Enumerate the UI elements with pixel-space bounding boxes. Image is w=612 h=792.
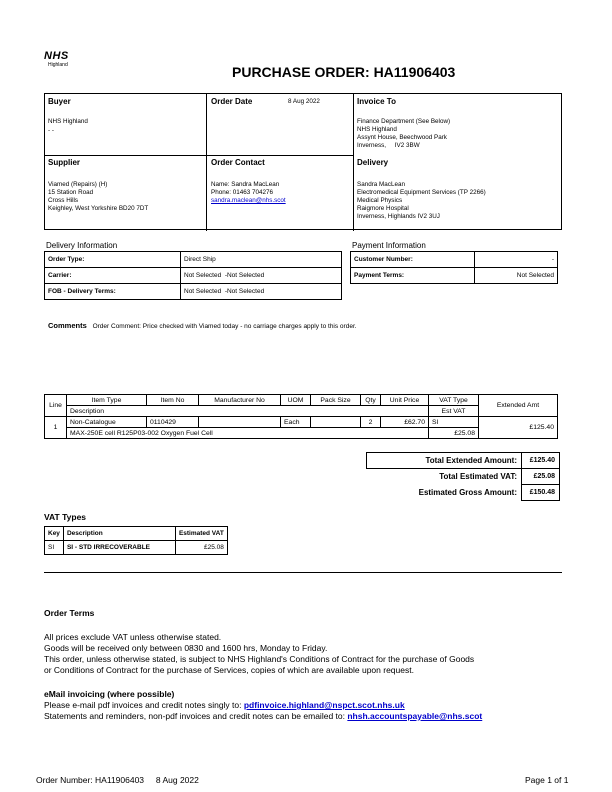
buyer-label: Buyer bbox=[48, 97, 71, 106]
customer-number-value: - bbox=[475, 252, 558, 268]
col-est-vat: Est VAT bbox=[429, 406, 479, 417]
payment-info-table bbox=[350, 251, 558, 284]
delivery-line: Sandra MacLean bbox=[357, 181, 405, 188]
vat-estimated: £25.08 bbox=[175, 541, 227, 555]
logo-nhs-text: NHS bbox=[44, 50, 69, 62]
table-row bbox=[351, 252, 558, 268]
footer-order-number: Order Number: HA11906403 8 Aug 2022 bbox=[36, 775, 199, 785]
col-unit-price: Unit Price bbox=[381, 395, 429, 406]
delivery-label: Delivery bbox=[357, 158, 389, 167]
table-row bbox=[351, 268, 558, 284]
contact-name: Name: Sandra MacLean bbox=[211, 181, 280, 188]
order-terms-title: Order Terms bbox=[44, 608, 95, 618]
delivery-info-table bbox=[44, 251, 342, 300]
footer-page-number: Page 1 of 1 bbox=[525, 775, 569, 785]
table-header-row bbox=[45, 395, 558, 406]
comments-label: Comments bbox=[48, 321, 87, 330]
accounts-payable-email-link[interactable]: nhsh.accountspayable@nhs.scot bbox=[347, 711, 483, 721]
line-description: MAX-250E cell R125P03-002 Oxygen Fuel Cell bbox=[67, 428, 429, 439]
contact-email-link[interactable]: sandra.maclean@nhs.scot bbox=[211, 197, 286, 204]
table-row bbox=[45, 417, 558, 428]
line-pack-size bbox=[311, 417, 361, 428]
table-row bbox=[367, 469, 560, 485]
pdf-invoice-email-link[interactable]: pdfinvoice.highland@nspct.scot.nhs.uk bbox=[243, 700, 405, 710]
invoice-to-line: Inverness, IV2 3BW bbox=[357, 142, 420, 149]
col-manufacturer-no: Manufacturer No bbox=[199, 395, 281, 406]
supplier-line: 15 Station Road bbox=[48, 189, 94, 196]
gross-amount-label: Estimated Gross Amount: bbox=[418, 488, 517, 497]
totals-table bbox=[366, 452, 560, 501]
delivery-line: Medical Physics bbox=[357, 197, 403, 204]
line-unit-price: £62.70 bbox=[381, 417, 429, 428]
order-type-label: Order Type: bbox=[45, 252, 181, 268]
email-line-2 bbox=[44, 711, 482, 722]
page-title: PURCHASE ORDER: HA11906403 bbox=[232, 64, 456, 80]
order-lines-table bbox=[44, 394, 558, 439]
carrier-value: Not Selected -Not Selected bbox=[181, 268, 342, 284]
supplier-line: Keighley, West Yorkshire BD20 7DT bbox=[48, 205, 149, 212]
line-uom: Each bbox=[281, 417, 311, 428]
col-description: Description bbox=[67, 406, 429, 417]
vat-col-key: Key bbox=[45, 527, 64, 541]
delivery-line: Raigmore Hospital bbox=[357, 205, 409, 212]
delivery-info-title: Delivery Information bbox=[46, 241, 118, 250]
header-info-box bbox=[44, 93, 562, 230]
total-extended-label: Total Extended Amount: bbox=[367, 453, 522, 469]
customer-number-label: Customer Number: bbox=[351, 252, 475, 268]
table-row bbox=[367, 485, 560, 501]
line-item-type: Non-Catalogue bbox=[67, 417, 147, 428]
email-line-1-text: Please e-mail pdf invoices and credit notes singly to: bbox=[44, 700, 244, 710]
invoice-to-line: Assynt House, Beechwood Park bbox=[357, 134, 447, 141]
table-row bbox=[45, 541, 228, 555]
supplier-line: Viamed (Repairs) (H) bbox=[48, 181, 108, 188]
comments-section bbox=[48, 321, 357, 330]
line-manufacturer-no bbox=[199, 417, 281, 428]
col-item-no: Item No bbox=[147, 395, 199, 406]
order-terms-line: or Conditions of Contract for the purchase of Services, copies of which are available upon request. bbox=[44, 665, 414, 675]
buyer-name: NHS Highland bbox=[48, 118, 88, 125]
table-row bbox=[367, 453, 560, 469]
email-line-1 bbox=[44, 700, 405, 711]
invoice-to-line: Finance Department (See Below) bbox=[357, 118, 451, 125]
payment-info-title: Payment Information bbox=[352, 241, 426, 250]
total-extended-value: £125.40 bbox=[522, 453, 560, 469]
supplier-label: Supplier bbox=[48, 158, 81, 167]
logo-region-text: Highland bbox=[48, 62, 68, 68]
line-vat-type: SI bbox=[429, 417, 479, 428]
carrier-label: Carrier: bbox=[45, 268, 181, 284]
order-terms-line: All prices exclude VAT unless otherwise stated. bbox=[44, 632, 222, 642]
col-extended-amt: Extended Amt bbox=[479, 395, 558, 417]
contact-phone: Phone: 01463 704276 bbox=[211, 189, 273, 196]
order-date-value: 8 Aug 2022 bbox=[288, 98, 320, 105]
nhs-logo bbox=[44, 50, 76, 68]
gross-amount-value: £150.48 bbox=[522, 485, 560, 501]
line-item-no: 0110429 bbox=[147, 417, 199, 428]
order-contact-label: Order Contact bbox=[211, 158, 265, 167]
vat-types-table bbox=[44, 526, 228, 555]
col-pack-size: Pack Size bbox=[311, 395, 361, 406]
divider bbox=[44, 572, 562, 573]
comments-text: Order Comment: Price checked with Viamed today - no carriage charges apply to this order. bbox=[92, 323, 357, 330]
order-terms-line: This order, unless otherwise stated, is subject to NHS Highland's Conditions of Contract for the purchase of Goods bbox=[44, 654, 475, 664]
vat-types-title: VAT Types bbox=[44, 512, 87, 522]
order-date-label: Order Date bbox=[211, 97, 253, 106]
col-qty: Qty bbox=[361, 395, 381, 406]
delivery-line: Inverness, Highlands IV2 3UJ bbox=[357, 213, 440, 220]
table-row bbox=[45, 284, 342, 300]
total-vat-label: Total Estimated VAT: bbox=[439, 472, 517, 482]
email-line-2-text: Statements and reminders, non-pdf invoices and credit notes can be emailed to: bbox=[44, 711, 348, 721]
order-terms-line: Goods will be received only between 0830 and 1600 hrs, Monday to Friday. bbox=[44, 643, 328, 653]
payment-terms-value: Not Selected bbox=[475, 268, 558, 284]
col-line: Line bbox=[45, 395, 67, 417]
fob-value: Not Selected -Not Selected bbox=[181, 284, 342, 300]
payment-terms-label: Payment Terms: bbox=[351, 268, 475, 284]
line-extended-amt: £125.40 bbox=[479, 417, 558, 439]
line-est-vat: £25.08 bbox=[429, 428, 479, 439]
fob-label: FOB - Delivery Terms: bbox=[45, 284, 181, 300]
supplier-line: Cross Hills bbox=[48, 197, 79, 204]
table-row bbox=[45, 268, 342, 284]
invoice-to-line: NHS Highland bbox=[357, 126, 397, 133]
order-type-value: Direct Ship bbox=[181, 252, 342, 268]
vat-description: SI - STD IRRECOVERABLE bbox=[63, 541, 175, 555]
email-invoicing-title: eMail invoicing (where possible) bbox=[44, 689, 175, 699]
table-header-row bbox=[45, 527, 228, 541]
vat-col-estimated: Estimated VAT bbox=[175, 527, 227, 541]
col-vat-type: VAT Type bbox=[429, 395, 479, 406]
buyer-line2: - - bbox=[48, 127, 54, 134]
delivery-line: Electromedical Equipment Services (TP 2266) bbox=[357, 189, 486, 196]
total-vat-value: £25.08 bbox=[522, 469, 560, 485]
invoice-to-label: Invoice To bbox=[357, 97, 396, 106]
vat-col-description: Description bbox=[63, 527, 175, 541]
line-qty: 2 bbox=[361, 417, 381, 428]
vat-key: SI bbox=[45, 541, 64, 555]
line-number: 1 bbox=[45, 417, 67, 439]
col-item-type: Item Type bbox=[67, 395, 147, 406]
col-uom: UOM bbox=[281, 395, 311, 406]
table-row bbox=[45, 252, 342, 268]
